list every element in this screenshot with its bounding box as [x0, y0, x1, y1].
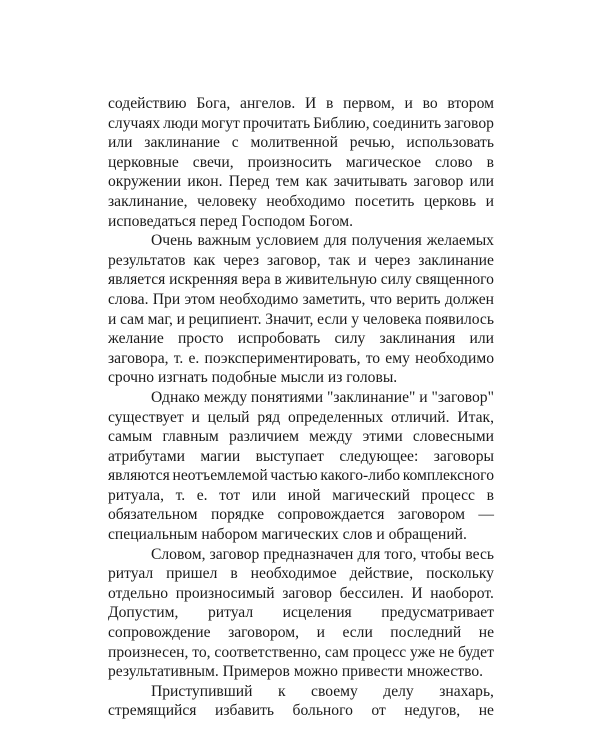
text-line: и сам маг, и реципиент. Значит, если у человека появилось — [108, 310, 494, 328]
text-line: или заклинание с молитвенной речью, использовать — [108, 134, 494, 152]
text-line: окружении икон. Перед тем как зачитывать заговор или — [108, 173, 494, 191]
text-line: Словом, заговор предназначен для того, чтобы весь — [151, 545, 494, 563]
text-line: заговора, т. е. поэкспериментировать, то ему необходимо — [108, 349, 494, 367]
text-line: Однако между понятиями "заклинание" и "заговор" — [151, 388, 494, 406]
text-line: обязательном порядке сопровождается заговором — — [108, 506, 494, 524]
text-line: существует и целый ряд определенных отличий. Итак, — [108, 408, 494, 426]
text-line: самым главным различием между этими словесными — [108, 428, 494, 446]
text-line: желание просто испробовать силу заклинания или — [108, 330, 494, 348]
text-line: отдельно произносимый заговор бессилен. И наоборот. — [108, 584, 494, 602]
text-line: результатов как через заговор, так и через заклинание — [108, 251, 494, 269]
text-line: церковные свечи, произносить магическое слово в — [108, 153, 494, 171]
text-line: стремящийся избавить больного от недугов, не — [108, 702, 494, 720]
text-line: являются неотъемлемой частью какого-либо комплексного — [108, 467, 494, 485]
text-line: исповедаться перед Господом Богом. — [108, 212, 354, 230]
text-line: Допустим, ритуал исцеления предусматривает — [108, 604, 494, 622]
text-line: ритуал пришел в необходимое действие, поскольку — [108, 565, 494, 583]
text-line: произнесен, то, соответственно, сам процесс уже не будет — [108, 643, 494, 661]
text-line: содействию Бога, ангелов. И в первом, и во втором — [108, 95, 494, 112]
paragraph — [108, 682, 494, 721]
body-text — [108, 94, 494, 721]
paragraph — [108, 94, 494, 231]
text-line: сопровождение заговором, и если последний не — [108, 624, 494, 642]
paragraph — [108, 388, 494, 545]
text-line: специальным набором магических слов и обращений. — [108, 526, 467, 544]
text-line: случаях люди могут прочитать Библию, соединить заговор — [108, 114, 494, 132]
paragraph — [108, 545, 494, 682]
text-line: атрибутами магии выступает следующее: заговоры — [108, 447, 494, 465]
text-line: результативным. Примеров можно привести множество. — [108, 663, 484, 681]
text-line: срочно изгнать подобные мысли из головы. — [108, 369, 398, 387]
text-line: является искренняя вера в живительную силу священного — [108, 271, 494, 289]
text-line: заклинание, человеку необходимо посетить церковь и — [108, 192, 494, 210]
text-line: слова. При этом необходимо заметить, что верить должен — [108, 290, 494, 308]
text-line: ритуала, т. е. тот или иной магический процесс в — [108, 486, 494, 504]
paragraph — [108, 231, 494, 388]
text-line: Приступивший к своему делу знахарь, — [151, 682, 494, 700]
text-line: Очень важным условием для получения желаемых — [151, 232, 494, 250]
